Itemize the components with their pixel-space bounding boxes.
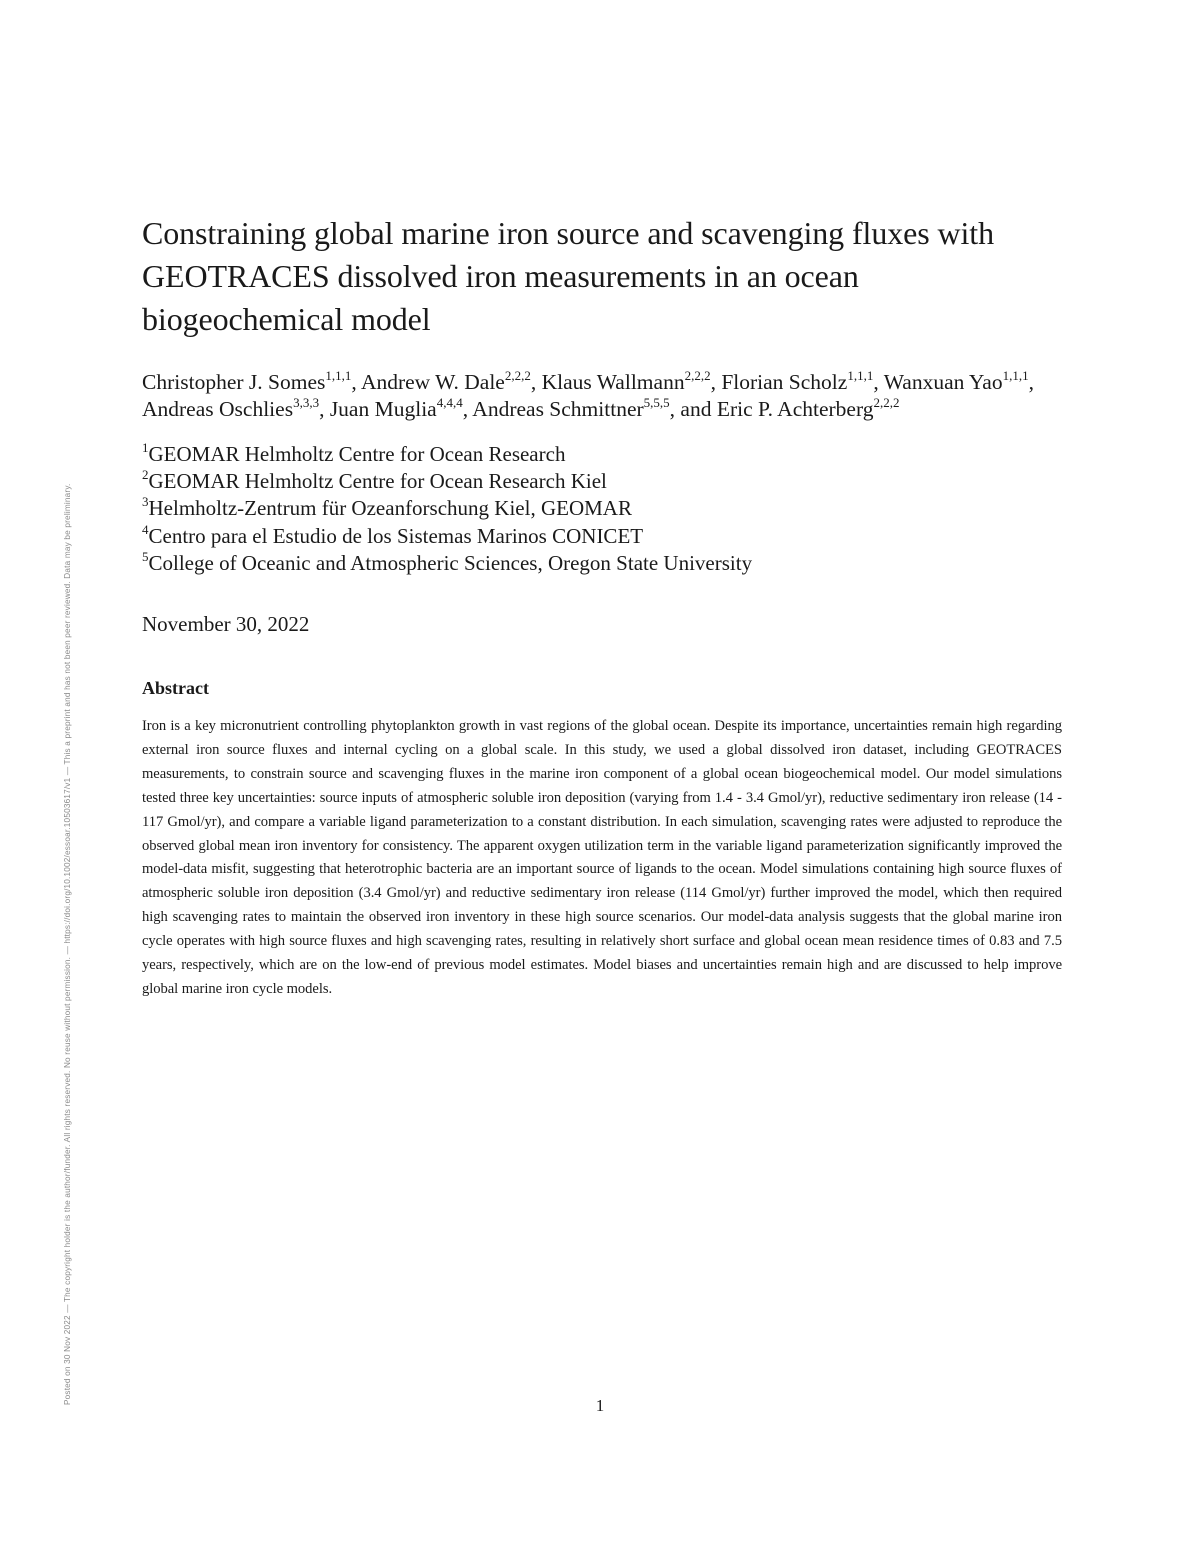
- affiliation-text: GEOMAR Helmholtz Centre for Ocean Research Kiel: [148, 469, 607, 494]
- publication-date: November 30, 2022: [142, 612, 310, 637]
- author-separator: ,: [710, 370, 722, 394]
- affiliation-number: 1: [142, 440, 149, 455]
- author-separator: ,: [530, 370, 542, 394]
- affiliation-text: Centro para el Estudio de los Sistemas Marinos CONICET: [148, 523, 644, 548]
- affiliation-item: [142, 495, 1062, 522]
- author-affil-sup: 5,5,5: [643, 394, 670, 410]
- author-separator: ,: [319, 397, 330, 421]
- author-affil-sup: 3,3,3: [293, 394, 320, 410]
- affiliation-item: [142, 441, 1062, 468]
- author-name: Andreas Schmittner: [472, 397, 644, 421]
- affiliation-number: 4: [142, 521, 149, 537]
- affiliation-list: [142, 441, 1062, 577]
- author-affil-sup: 1,1,1: [325, 367, 352, 383]
- author-affil-sup: 2,2,2: [504, 367, 531, 383]
- affiliation-number: 2: [142, 467, 149, 483]
- author-affil-sup: 1,1,1: [847, 367, 874, 383]
- paper-front-page: [142, 212, 1062, 1016]
- author-affil-sup: 2,2,2: [873, 394, 900, 410]
- author-name: Florian Scholz: [721, 370, 848, 394]
- author-name: Klaus Wallmann: [541, 370, 685, 394]
- abstract-text: Iron is a key micronutrient controlling phytoplankton growth in vast regions of the global ocean. Despite its importance, uncertainties remain high regarding external iron source fluxes and internal cycling on a global scale. In this study, we used a global dissolved iron dataset, including GEOTRACES measurements, to constrain source and scavenging fluxes in the marine iron component of a global ocean biogeochemical model. Our model simulations tested three key uncertainties: source inputs of atmospheric soluble iron deposition (varying from 1.4 - 3.4 Gmol/yr), reductive sedimentary iron release (14 - 117 Gmol/yr), and compare a variable ligand parameterization to a constant distribution. In each simulation, scavenging rates were adjusted to reproduce the observed global mean iron inventory for consistency. The apparent oxygen utilization term in the variable ligand parameterization significantly improved the model-data misfit, suggesting that heterotrophic bacteria are an important source of ligands to the ocean. Model simulations containing high source fluxes of atmospheric soluble iron deposition (3.4 Gmol/yr) and reductive sedimentary iron release (114 Gmol/yr) further improved the model, which then required high scavenging rates to maintain the observed iron inventory in these high source scenarios. Our model-data analysis suggests that the global marine iron cycle operates with high source fluxes and high scavenging rates, resulting in relatively short surface and global ocean mean residence times of 0.83 and 7.5 years, respectively, which are on the low-end of previous model estimates. Model biases and uncertainties remain high and are discussed to help improve global marine iron cycle models.: [142, 718, 1062, 997]
- author-separator: , and: [669, 397, 717, 421]
- author-name: Andreas Oschlies: [142, 397, 294, 421]
- affiliation-number: 3: [142, 494, 149, 510]
- preprint-side-note: Posted on 30 Nov 2022 — The copyright holder is the author/funder. All rights reserved. No reuse without permission. — https://doi.org/10.1002/essoar.10503617/v1 — This a preprint and has not been peer reviewed. Data may be preliminary.: [63, 483, 72, 1405]
- affiliation-text: Helmholtz-Zentrum für Ozeanforschung Kiel, GEOMAR: [148, 496, 632, 521]
- author-name: Juan Muglia: [329, 397, 437, 421]
- author-separator: ,: [1028, 370, 1034, 394]
- affiliation-item: [142, 523, 1062, 550]
- author-separator: ,: [873, 370, 884, 394]
- abstract-heading: Abstract: [142, 678, 209, 699]
- affiliation-text: College of Oceanic and Atmospheric Sciences, Oregon State University: [148, 550, 753, 575]
- author-affil-sup: 2,2,2: [684, 367, 711, 383]
- affiliation-number: 5: [142, 548, 149, 564]
- affiliation-text: GEOMAR Helmholtz Centre for Ocean Research: [148, 442, 566, 466]
- author-affil-sup: 1,1,1: [1002, 367, 1029, 383]
- author-affil-sup: 4,4,4: [436, 394, 463, 410]
- affiliation-item: [142, 550, 1062, 577]
- author-separator: ,: [351, 370, 361, 394]
- author-separator: ,: [462, 397, 473, 421]
- author-name: Eric P. Achterberg: [716, 397, 874, 421]
- page-number: 1: [595, 1396, 605, 1415]
- author-list: [142, 369, 1062, 423]
- author-name: Wanxuan Yao: [883, 370, 1003, 394]
- author-name: Christopher J. Somes: [142, 370, 326, 394]
- paper-title: Constraining global marine iron source and scavenging fluxes with GEOTRACES dissolved iron measurements in an ocean biogeochemical model: [142, 215, 994, 337]
- author-name: Andrew W. Dale: [360, 370, 505, 394]
- affiliation-item: [142, 468, 1062, 495]
